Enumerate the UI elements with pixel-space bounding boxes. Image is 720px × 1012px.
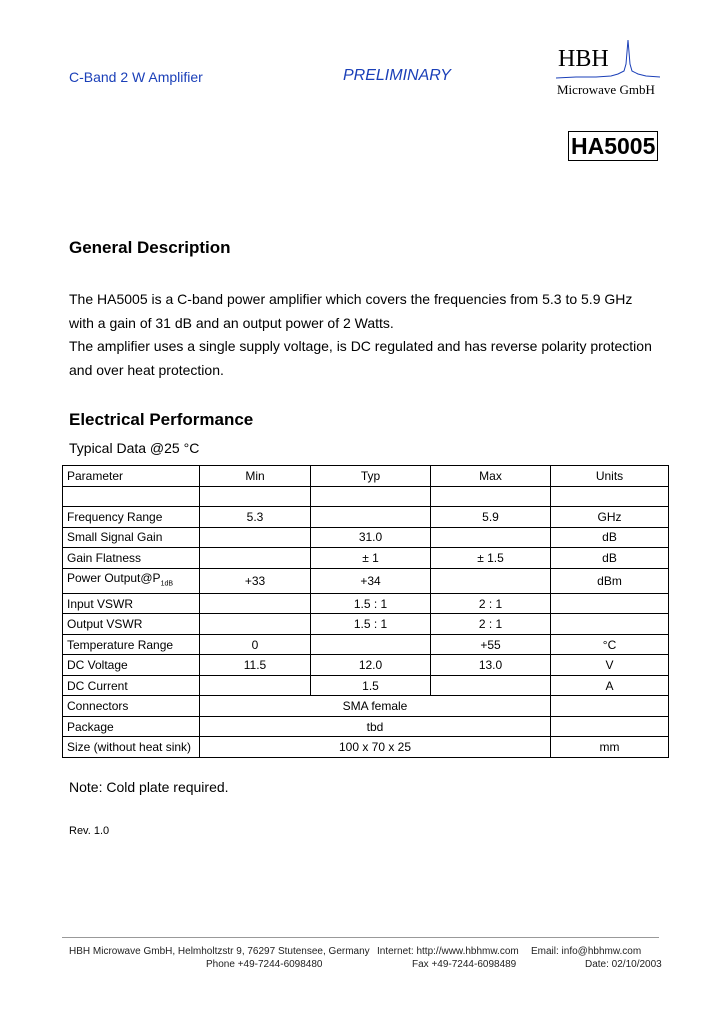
table-cell <box>311 486 431 507</box>
cell-text: +33 <box>244 573 266 588</box>
cell-text: A <box>605 678 614 693</box>
table-cell <box>200 593 311 614</box>
table-row <box>63 527 669 548</box>
table-cell <box>431 655 551 676</box>
table-row <box>63 655 669 676</box>
col-typ: Typ <box>311 466 431 487</box>
cold-plate-note: Note: Cold plate required. <box>69 779 229 795</box>
table-cell <box>63 527 200 548</box>
cell-text: V <box>605 658 614 673</box>
cell-text: 5.3 <box>246 509 264 524</box>
cell-text: 1.5 : 1 <box>353 596 388 611</box>
cell-text: ± 1.5 <box>477 550 504 565</box>
cell-text: GHz <box>597 509 622 524</box>
table-cell: mm <box>551 737 669 758</box>
table-cell <box>311 675 431 696</box>
col-min: Min <box>200 466 311 487</box>
table-cell: SMA female <box>200 696 551 717</box>
cell-text: DC Current <box>67 678 128 693</box>
table-cell <box>311 527 431 548</box>
logo-text-bottom: Microwave GmbH <box>557 82 655 97</box>
table-cell <box>431 486 551 507</box>
table-cell <box>200 527 311 548</box>
cell-text: Frequency Range <box>67 509 163 524</box>
cell-text: dB <box>602 550 617 565</box>
table-cell <box>431 614 551 635</box>
company-logo <box>556 36 660 102</box>
table-row <box>63 614 669 635</box>
table-cell <box>311 614 431 635</box>
col-parameter: Parameter <box>63 466 200 487</box>
cell-text: +55 <box>480 637 501 652</box>
table-cell <box>200 507 311 528</box>
footer-email: Email: info@hbhmw.com <box>531 946 642 957</box>
cell-text: 2 : 1 <box>478 596 503 611</box>
table-cell <box>63 634 200 655</box>
table-cell <box>200 486 311 507</box>
footer-internet: Internet: http://www.hbhmw.com <box>377 946 519 957</box>
revision-label: Rev. 1.0 <box>69 825 110 837</box>
cell-text: 0 <box>251 637 259 652</box>
table-row <box>63 507 669 528</box>
table-cell: Size (without heat sink) <box>63 737 200 758</box>
table-subtitle: Typical Data @25 °C <box>69 440 200 456</box>
table-cell <box>431 593 551 614</box>
cell-text: dB <box>602 530 617 545</box>
cell-text: Temperature Range <box>67 637 174 652</box>
table-cell <box>63 655 200 676</box>
table-cell <box>200 675 311 696</box>
table-cell <box>551 593 669 614</box>
logo-text-top: HBH <box>558 46 609 72</box>
table-cell <box>551 507 669 528</box>
footer-phone: Phone +49-7244-6098480 <box>206 959 323 970</box>
table-cell <box>311 634 431 655</box>
table-cell <box>63 614 200 635</box>
table-cell <box>551 486 669 507</box>
table-cell: Package <box>63 716 200 737</box>
cell-text: 1.5 <box>362 678 379 693</box>
table-cell <box>431 568 551 593</box>
table-empty-row <box>63 486 669 507</box>
cell-text: Output VSWR <box>67 617 143 632</box>
table-cell: Connectors <box>63 696 200 717</box>
cell-text: dBm <box>597 573 622 588</box>
table-cell <box>200 548 311 569</box>
table-cell <box>63 507 200 528</box>
cell-text: Power Output@P <box>67 570 161 585</box>
cell-text: 2 : 1 <box>478 617 503 632</box>
table-cell <box>311 655 431 676</box>
table-cell <box>200 614 311 635</box>
table-cell: 100 x 70 x 25 <box>200 737 551 758</box>
cell-text: 1.5 : 1 <box>353 617 388 632</box>
cell-text: 11.5 <box>243 658 267 673</box>
table-cell <box>311 548 431 569</box>
table-cell <box>551 568 669 593</box>
table-row <box>63 548 669 569</box>
spectrum-logo-icon <box>556 36 660 102</box>
table-row <box>63 634 669 655</box>
table-cell <box>311 507 431 528</box>
cell-text: 12.0 <box>358 658 383 673</box>
cell-text: ± 1 <box>362 550 379 565</box>
table-cell <box>551 696 669 717</box>
table-cell <box>431 675 551 696</box>
table-cell <box>63 675 200 696</box>
table-cell <box>63 568 200 593</box>
table-cell <box>551 675 669 696</box>
cell-text: °C <box>602 637 617 652</box>
general-description-heading: General Description <box>69 238 231 257</box>
cell-text: 5.9 <box>482 509 499 524</box>
table-cell <box>63 486 200 507</box>
table-cell: tbd <box>200 716 551 737</box>
table-cell <box>551 655 669 676</box>
footer-divider <box>62 937 659 938</box>
footer-date: Date: 02/10/2003 <box>585 959 662 970</box>
table-cell <box>551 527 669 548</box>
table-row-size <box>63 737 669 758</box>
table-row <box>63 568 669 593</box>
electrical-performance-table <box>62 465 669 758</box>
table-row-connectors <box>63 696 669 717</box>
cell-text: DC Voltage <box>67 658 128 673</box>
table-cell <box>431 634 551 655</box>
footer-fax: Fax +49-7244-6098489 <box>412 959 517 970</box>
footer-address: HBH Microwave GmbH, Helmholtzstr 9, 76297 Stutensee, Germany <box>69 946 370 957</box>
table-cell <box>551 634 669 655</box>
cell-text: 31.0 <box>358 530 383 545</box>
model-number: HA5005 <box>568 131 658 161</box>
table-cell <box>431 507 551 528</box>
cell-text: +34 <box>360 573 381 588</box>
table-header-row <box>63 466 669 487</box>
table-cell <box>551 716 669 737</box>
col-units: Units <box>551 466 669 487</box>
table-cell <box>200 655 311 676</box>
table-cell <box>551 548 669 569</box>
table-row-package <box>63 716 669 737</box>
table-cell <box>311 593 431 614</box>
table-row <box>63 593 669 614</box>
table-cell <box>431 548 551 569</box>
cell-text: 13.0 <box>478 658 503 673</box>
electrical-performance-heading: Electrical Performance <box>69 410 254 429</box>
product-title: C-Band 2 W Amplifier <box>69 69 203 85</box>
status-label: PRELIMINARY <box>343 67 451 84</box>
cell-text: Gain Flatness <box>67 550 142 565</box>
table-cell <box>311 568 431 593</box>
table-cell <box>200 568 311 593</box>
general-paragraph-1: The HA5005 is a C-band power amplifier which covers the frequencies from 5.3 to 5.9 GHz with a gain of 31 dB and an output power of 2 Watts. <box>69 291 633 331</box>
table-cell <box>431 527 551 548</box>
cell-text: Input VSWR <box>67 596 134 611</box>
col-max: Max <box>431 466 551 487</box>
table-cell <box>200 634 311 655</box>
table-row <box>63 675 669 696</box>
table-cell <box>63 593 200 614</box>
table-cell <box>551 614 669 635</box>
power-subscript: 1dB <box>160 579 174 587</box>
cell-text: Small Signal Gain <box>67 530 163 545</box>
general-paragraph-2: The amplifier uses a single supply voltage, is DC regulated and has reverse polarity protection and over heat protection. <box>69 338 652 378</box>
table-cell <box>63 548 200 569</box>
